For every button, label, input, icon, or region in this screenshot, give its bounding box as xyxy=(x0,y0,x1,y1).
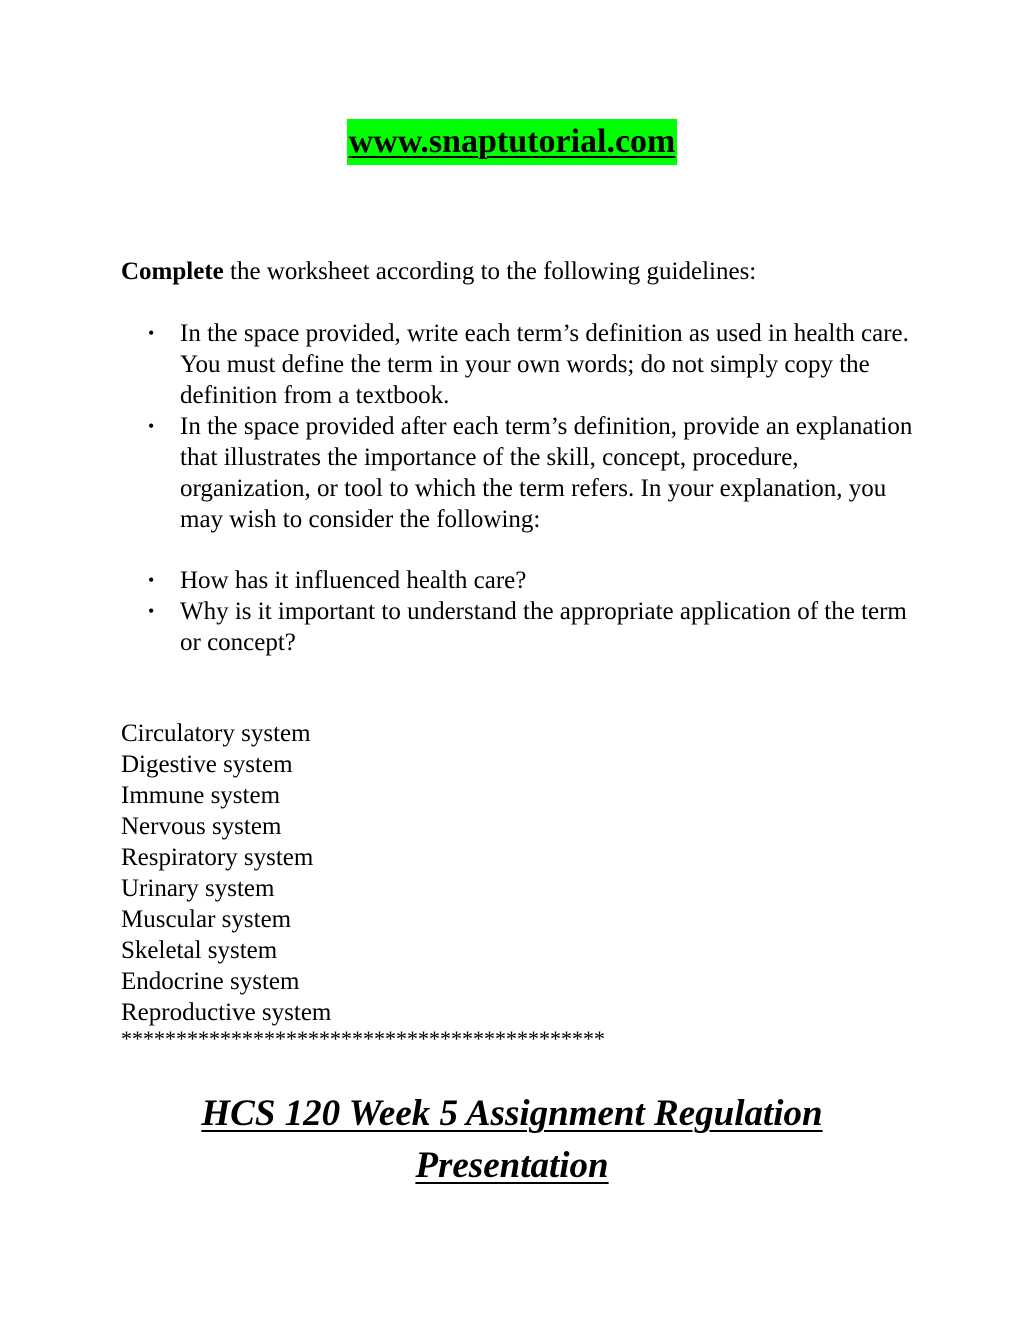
consideration-text: How has it influenced health care? xyxy=(180,567,527,594)
guidelines-list xyxy=(121,318,921,535)
term-item: Immune system xyxy=(121,782,281,809)
term-item: Endocrine system xyxy=(121,968,300,995)
term-item: Muscular system xyxy=(121,906,292,933)
intro-paragraph xyxy=(121,256,756,287)
intro-text: the worksheet according to the following guidelines: xyxy=(223,258,757,285)
term-item: Digestive system xyxy=(121,751,293,778)
next-assignment-title xyxy=(0,1088,1024,1192)
title-line-2: Presentation xyxy=(415,1145,609,1186)
term-item: Reproductive system xyxy=(121,999,332,1026)
considerations-list xyxy=(121,565,921,658)
title-line-1: HCS 120 Week 5 Assignment Regulation xyxy=(201,1093,823,1134)
term-item: Circulatory system xyxy=(121,720,311,747)
term-item: Respiratory system xyxy=(121,844,314,871)
guideline-text: In the space provided, write each term’s definition as used in health care. You must define the term in your own words; do not simply copy the definition from a textbook. xyxy=(180,320,909,409)
guideline-text: In the space provided after each term’s definition, provide an explanation that illustrates the importance of the skill, concept, procedure, organization, or tool to which the term refers. In your explanation, you may wish to consider the following: xyxy=(180,413,913,533)
list-item xyxy=(121,565,921,596)
term-item: Urinary system xyxy=(121,875,275,902)
bullet-icon: • xyxy=(148,601,155,621)
list-item xyxy=(121,318,921,411)
site-link-container xyxy=(0,119,1024,165)
consideration-text: Why is it important to understand the appropriate application of the term or concept? xyxy=(180,598,907,656)
term-item: Nervous system xyxy=(121,813,282,840)
bullet-icon: • xyxy=(148,416,155,436)
term-item: Skeletal system xyxy=(121,937,278,964)
separator-line: ******************************************** xyxy=(121,1026,605,1051)
bullet-icon: • xyxy=(148,323,155,343)
terms-list xyxy=(121,718,331,1028)
list-item xyxy=(121,411,921,535)
intro-bold-word: Complete xyxy=(121,258,224,285)
list-item xyxy=(121,596,921,658)
bullet-icon: • xyxy=(148,570,155,590)
site-link[interactable]: www.snaptutorial.com xyxy=(347,119,678,165)
